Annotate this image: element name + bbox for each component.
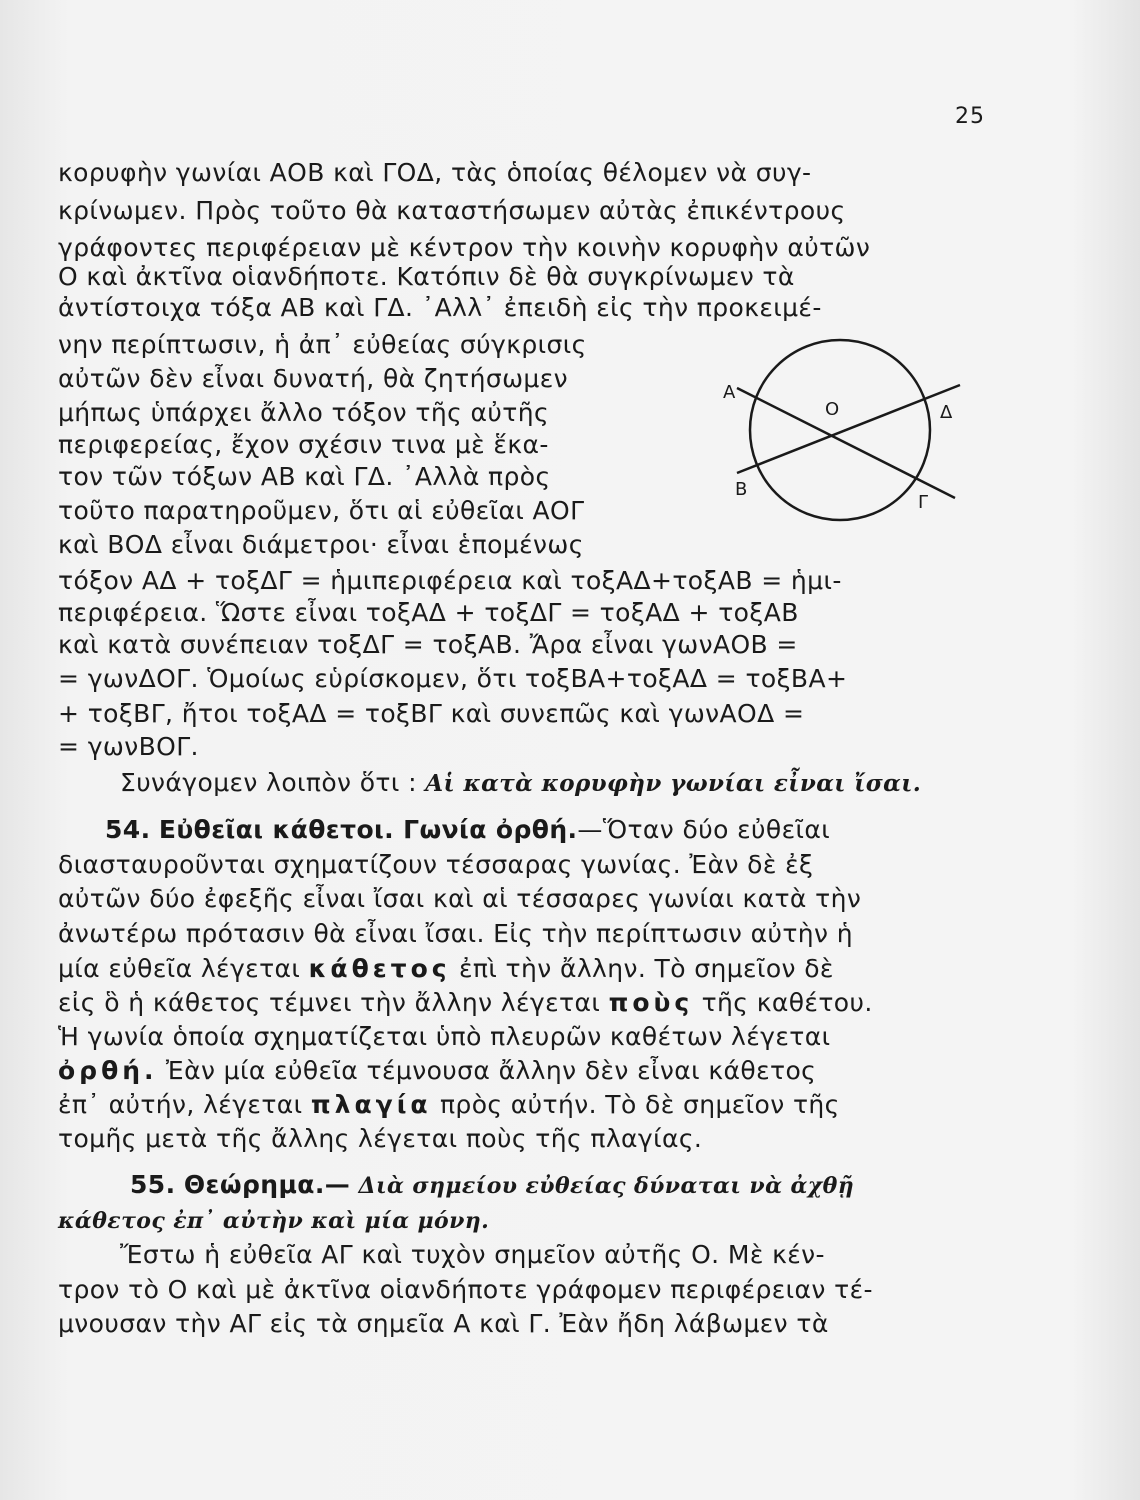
text-line: ὀρθή. Ἐὰν μία εὐθεῖα τέμνουσα ἄλλην δὲν εἶναι κάθετος	[58, 1056, 817, 1085]
term-orthi: ὀρθή.	[58, 1056, 158, 1085]
text-line: καὶ ΒΟΔ εἶναι διάμετροι· εἶναι ἑπομένως	[58, 530, 584, 559]
conclusion-statement: Αἱ κατὰ κορυφὴν γωνίαι εἶναι ἴσαι.	[425, 770, 922, 797]
label-g: Γ	[918, 492, 929, 513]
text-line: εἰς ὃ ἡ κάθετος τέμνει τὴν ἄλλην λέγεται ποὺς τῆς καθέτου.	[58, 988, 873, 1017]
section-54-heading-line	[105, 815, 830, 845]
text-line: Ἡ γωνία ὁποία σχηματίζεται ὑπὸ πλευρῶν καθέτων λέγεται	[58, 1022, 831, 1051]
section-54-number: 54.	[105, 815, 151, 844]
text-line: μία εὐθεῖα λέγεται κάθετος ἐπὶ τὴν ἄλλην. Τὸ σημεῖον δὲ	[58, 954, 834, 983]
line-a-g	[737, 388, 955, 498]
text-line: διασταυροῦνται σχηματίζουν τέσσαρας γωνίας. Ἐὰν δὲ ἐξ	[58, 850, 814, 879]
text-line: αὐτῶν δὲν εἶναι δυνατή, θὰ ζητήσωμεν	[58, 364, 569, 393]
text-line: = γωνΔΟΓ. Ὁμοίως εὑρίσκομεν, ὅτι τοξΒΑ+τοξΑΔ = τοξΒΑ+	[58, 664, 848, 693]
text-line: νην περίπτωσιν, ἡ ἀπ᾿ εὐθείας σύγκρισις	[58, 330, 587, 359]
text-line: περιφέρεια. Ὥστε εἶναι τοξΑΔ + τοξΔΓ = τοξΑΔ + τοξΑΒ	[58, 598, 799, 627]
text-line: μήπως ὑπάρχει ἄλλο τόξον τῆς αὐτῆς	[58, 398, 550, 427]
label-a: Α	[723, 382, 736, 403]
text-line: γράφοντες περιφέρειαν μὲ κέντρον τὴν κοινὴν κορυφὴν αὐτῶν	[58, 233, 871, 262]
vertical-angles-diagram	[715, 330, 975, 530]
label-o: Ο	[825, 399, 840, 420]
term-plagia: πλαγία	[310, 1090, 432, 1119]
text-line: κρίνωμεν. Πρὸς τοῦτο θὰ καταστήσωμεν αὐτὰς ἐπικέντρους	[58, 196, 846, 225]
text-line: τοῦτο παρατηροῦμεν, ὅτι αἱ εὐθεῖαι ΑΟΓ	[58, 496, 585, 525]
label-b: Β	[735, 479, 748, 500]
term-pous: ποὺς	[608, 988, 694, 1017]
text-line: αὐτῶν δύο ἐφεξῆς εἶναι ἴσαι καὶ αἱ τέσσαρες γωνίαι κατὰ τὴν	[58, 884, 862, 913]
section-55-statement: Διὰ σημείου εὐθείας δύναται νὰ ἀχθῇ	[358, 1173, 855, 1199]
term-kathetos: κάθετος	[308, 954, 451, 983]
page-number: 25	[955, 104, 985, 129]
text-line: κορυφὴν γωνίαι ΑΟΒ καὶ ΓΟΔ, τὰς ὁποίας θέλομεν νὰ συγ-	[58, 158, 812, 187]
section-55-statement-cont: κάθετος ἐπ᾿ αὐτὴν καὶ μία μόνη.	[58, 1208, 490, 1234]
text-line: Ο καὶ ἀκτῖνα οἱανδήποτε. Κατόπιν δὲ θὰ συγκρίνωμεν τὰ	[58, 262, 795, 291]
text-line: τόξον ΑΔ + τοξΔΓ = ἡμιπεριφέρεια καὶ τοξΑΔ+τοξΑΒ = ἡμι-	[58, 566, 842, 595]
section-54-heading: Εὐθεῖαι κάθετοι. Γωνία ὀρθή.	[158, 815, 578, 844]
text-line: τον τῶν τόξων ΑΒ καὶ ΓΔ. ᾿Αλλὰ πρὸς	[58, 462, 551, 491]
text-line: = γωνΒΟΓ.	[58, 732, 199, 761]
text-line: ἀντίστοιχα τόξα ΑΒ καὶ ΓΔ. ᾿Αλλ᾿ ἐπειδὴ εἰς τὴν προκειμέ-	[58, 293, 822, 322]
text-line: περιφερείας, ἔχον σχέσιν τινα μὲ ἕκα-	[58, 430, 549, 459]
text-line: ἀνωτέρω πρότασιν θὰ εἶναι ἴσαι. Εἰς τὴν περίπτωσιν αὐτὴν ἡ	[58, 919, 853, 948]
circle	[750, 340, 930, 520]
section-54-text: —Ὅταν δύο εὐθεῖαι	[577, 815, 831, 844]
text-line: Ἔστω ἡ εὐθεῖα ΑΓ καὶ τυχὸν σημεῖον αὐτῆς Ο. Μὲ κέν-	[120, 1240, 825, 1269]
text-line: τρον τὸ Ο καὶ μὲ ἀκτῖνα οἱανδήποτε γράφομεν περιφέρειαν τέ-	[58, 1275, 873, 1304]
text-line: μνουσαν τὴν ΑΓ εἰς τὰ σημεῖα Α καὶ Γ. Ἐὰν ἤδη λάβωμεν τὰ	[58, 1309, 829, 1338]
section-55-heading: Θεώρημα.—	[183, 1170, 351, 1199]
conclusion-lead: Συνάγομεν λοιπὸν ὅτι :	[120, 768, 417, 797]
section-55-heading-line	[130, 1170, 854, 1201]
text-line: τομῆς μετὰ τῆς ἄλλης λέγεται ποὺς τῆς πλαγίας.	[58, 1124, 703, 1153]
section-55-number: 55.	[130, 1170, 176, 1199]
text-line: καὶ κατὰ συνέπειαν τοξΔΓ = τοξΑΒ. Ἄρα εἶναι γωνΑΟΒ =	[58, 630, 798, 659]
line-b-d	[737, 385, 960, 473]
text-line: + τοξΒΓ, ἤτοι τοξΑΔ = τοξΒΓ καὶ συνεπῶς καὶ γωνΑΟΔ =	[58, 699, 805, 728]
label-d: Δ	[940, 402, 953, 423]
conclusion	[120, 768, 921, 799]
text-line: ἐπ᾿ αὐτήν, λέγεται πλαγία πρὸς αὐτήν. Τὸ δὲ σημεῖον τῆς	[58, 1090, 840, 1119]
